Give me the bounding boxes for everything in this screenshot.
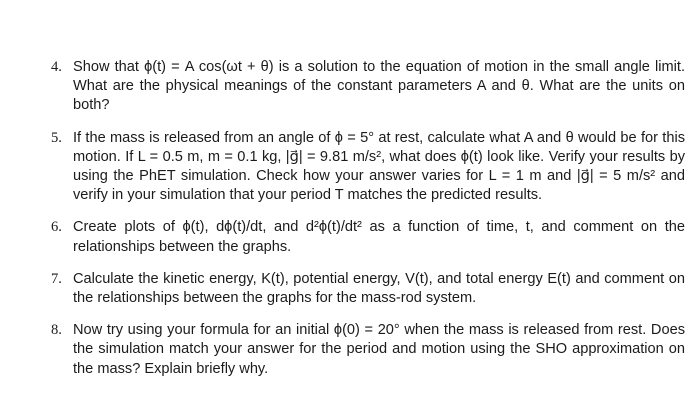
problem-number: 4. xyxy=(51,59,62,75)
problem-5 xyxy=(51,129,685,206)
problem-number: 5. xyxy=(51,129,62,146)
problem-text: Now try using your formula for an initial ϕ(0) = 20° when the mass is released from rest. Does the simulation match your answer for the period and motion using the SHO approximation on the mass? Explain briefly why. xyxy=(73,322,685,377)
problem-number: 8. xyxy=(51,322,62,339)
problem-number: 7. xyxy=(51,270,62,287)
problem-6 xyxy=(51,218,685,256)
problem-7 xyxy=(51,270,685,308)
problem-number: 6. xyxy=(51,219,62,236)
problem-4 xyxy=(51,58,685,116)
problem-text: If the mass is released from an angle of ϕ = 5° at rest, calculate what A and θ would be for this motion. If L = 0.5 m, m = 0.1 kg, |g⃗| = 9.81 m/s², what does ϕ(t) look like. Verify your results by using the PhET simulation. Check how your answer varies for L = 1 m and |g⃗| = 5 m/s² and verify in your simulation that your period T matches the predicted results. xyxy=(73,129,685,204)
problem-8 xyxy=(51,321,685,379)
problem-text: Show that ϕ(t) = A cos(ωt + θ) is a solution to the equation of motion in the small angle limit. What are the physical meanings of the constant parameters A and θ. What are the units on both? xyxy=(73,59,685,114)
problem-text: Create plots of ϕ(t), dϕ(t)/dt, and d²ϕ(t)/dt² as a function of time, t, and comment on the relationships between the graphs. xyxy=(73,219,685,255)
problem-text: Calculate the kinetic energy, K(t), potential energy, V(t), and total energy E(t) and comment on the relationships between the graphs for the mass-rod system. xyxy=(73,270,685,307)
